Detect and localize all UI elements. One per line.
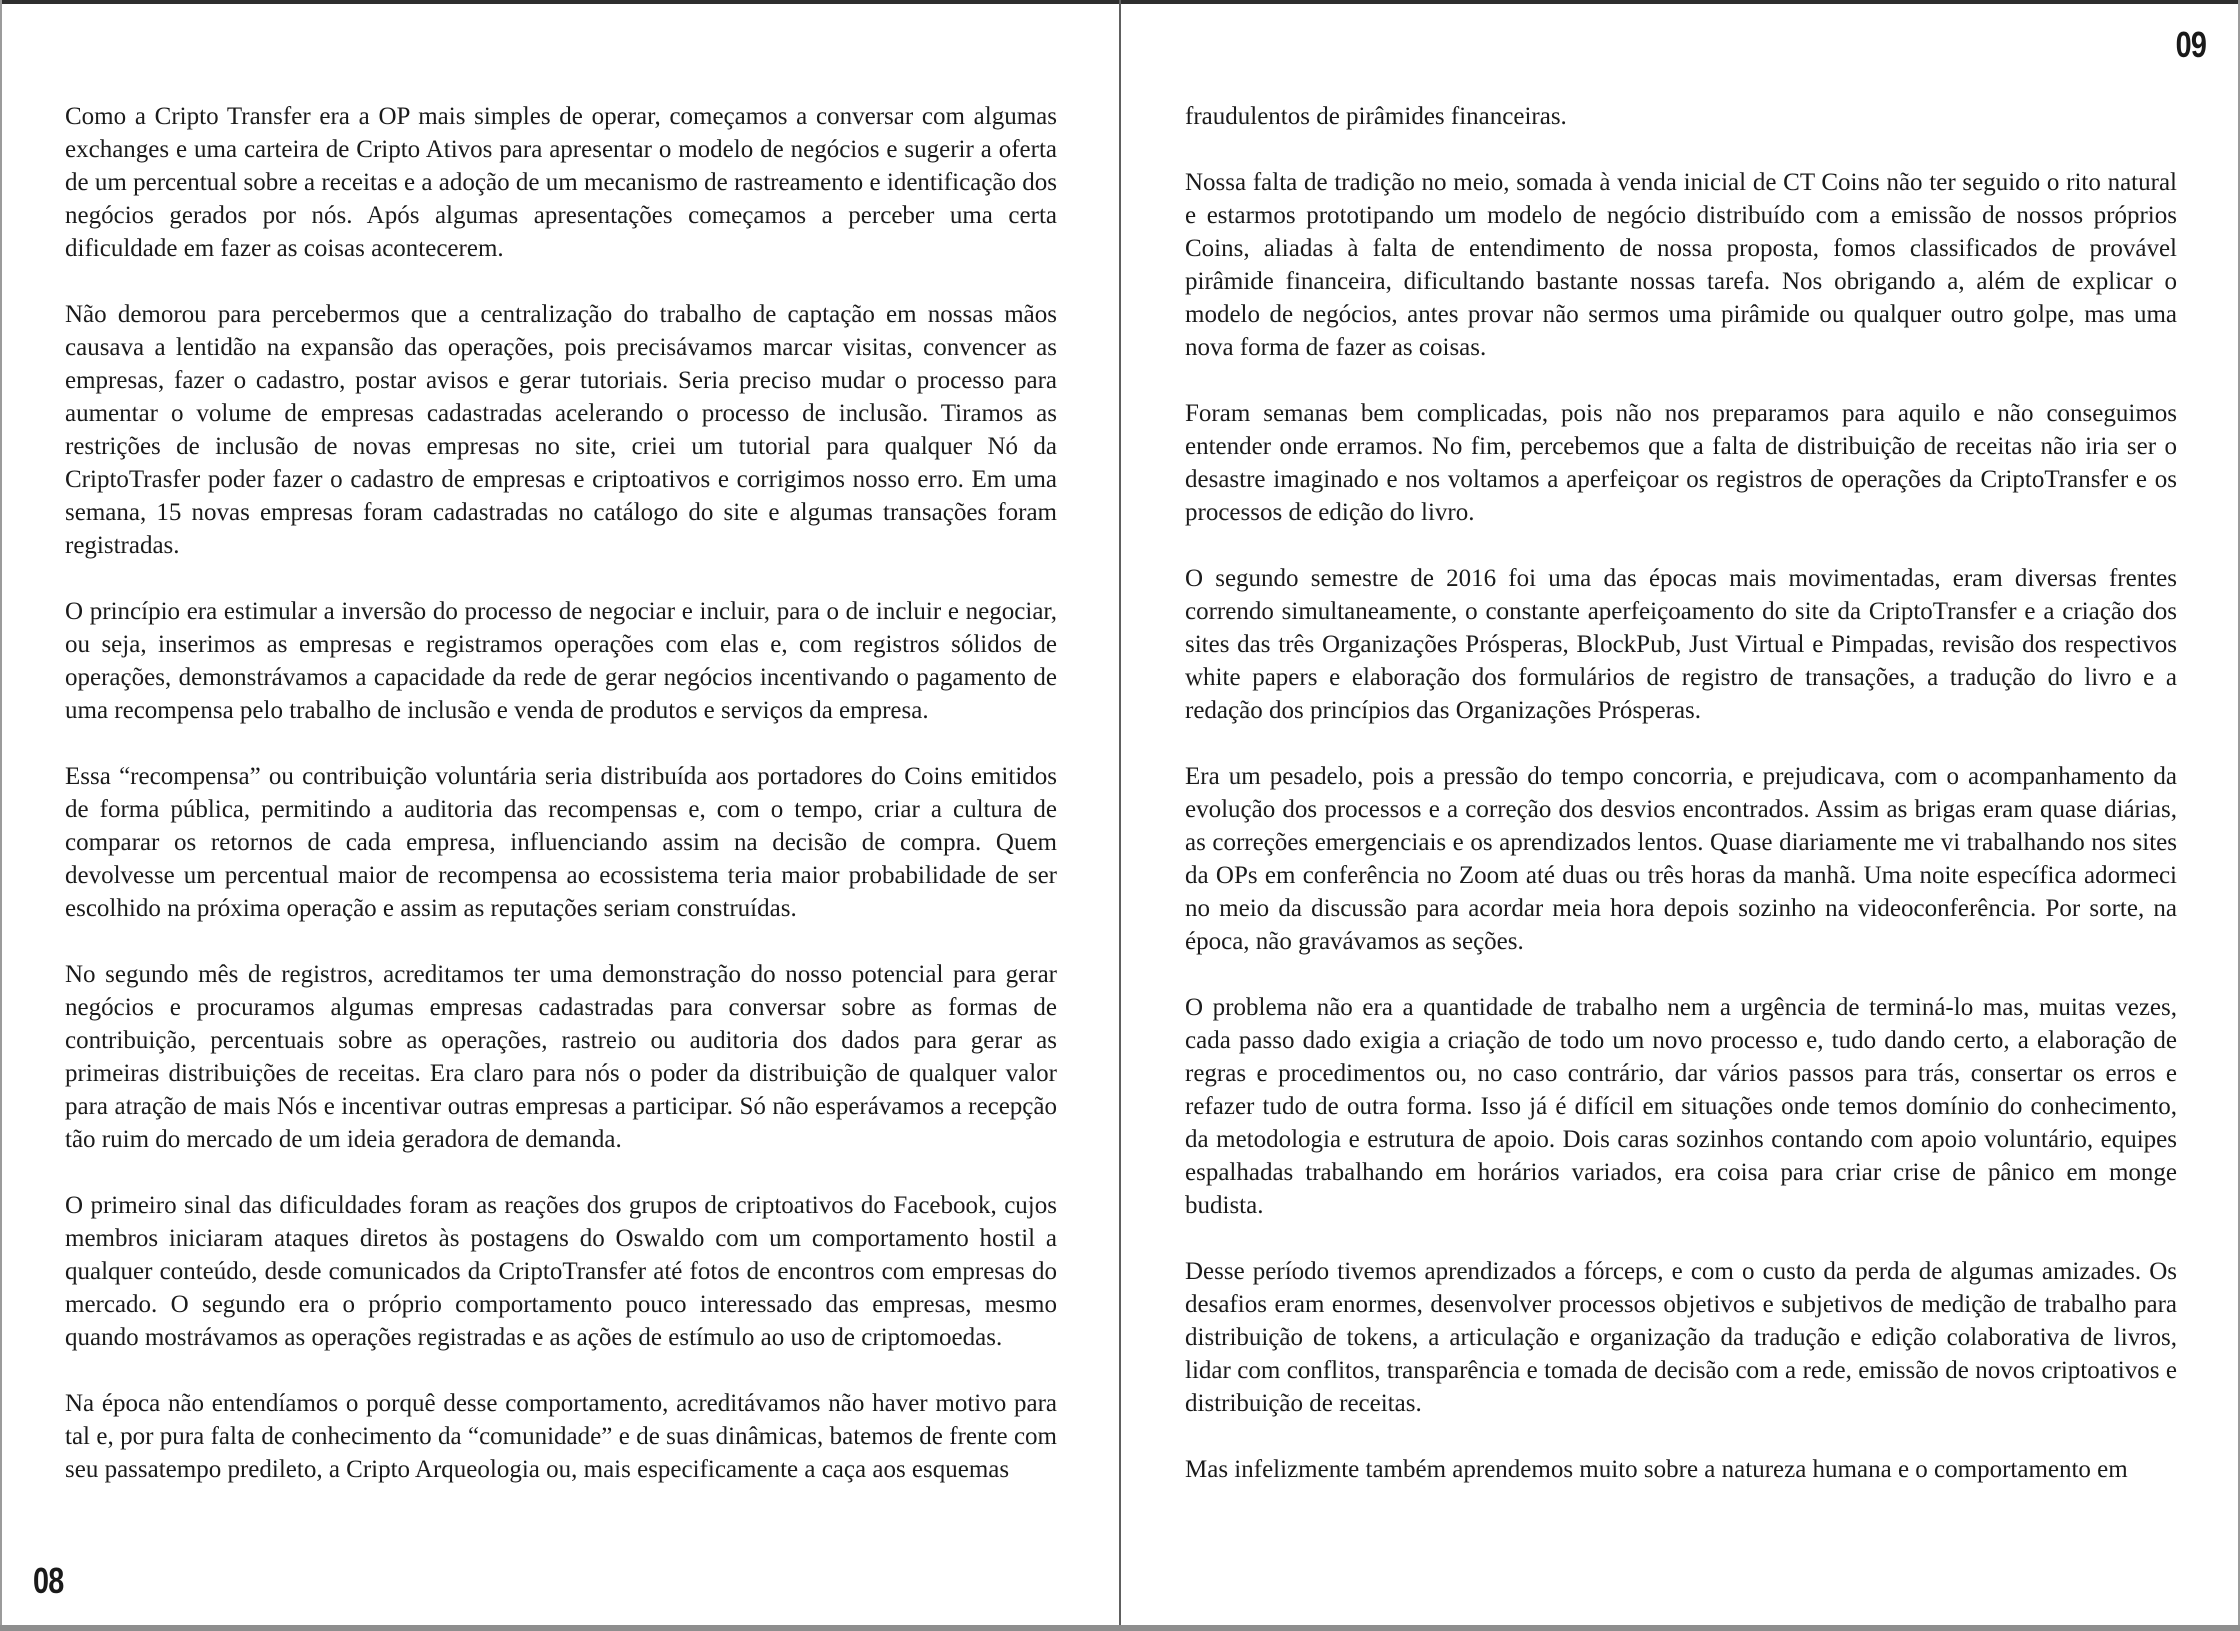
paragraph: O primeiro sinal das dificuldades foram as reações dos grupos de criptoativos do Facebook, cujos membros iniciaram ataques diretos às postagens do Oswaldo com um comportamento hostil a qualquer conteúdo, desde comunicados da CriptoTransfer até fotos de encontros com empresas do mercado. O segundo era o próprio comportamento pouco interessado das empresas, mesmo quando mostrávamos as operações registradas e as ações de estímulo ao uso de criptomoedas. xyxy=(65,1192,1057,1351)
paragraph: O segundo semestre de 2016 foi uma das épocas mais movimentadas, eram diversas frentes correndo simultaneamente, o constante aperfeiçoamento do site da CriptoTransfer e a criação dos sites das três Organizações Prósperas, BlockPub, Just Virtual e Pimpadas, revisão dos respectivos white papers e elaboração dos formulários de registro de transações, a tradução do livro e a redação dos princípios das Organizações Prósperas. xyxy=(1185,565,2177,724)
paragraph: O problema não era a quantidade de trabalho nem a urgência de terminá-lo mas, muitas vezes, cada passo dado exigia a criação de todo um novo processo e, tudo dando certo, a elaboração de regras e procedimentos ou, no caso contrário, dar vários passos para trás, consertar os erros e refazer tudo de outra forma. Isso já é difícil em situações onde temos domínio do conhecimento, da metodologia e estrutura de apoio. Dois caras sozinhos contando com apoio voluntário, equipes espalhadas trabalhando em horários variados, era coisa para criar crise de pânico em monge budista. xyxy=(1185,994,2177,1219)
paragraph: Era um pesadelo, pois a pressão do tempo concorria, e prejudicava, com o acompanhamento da evolução dos processos e a correção dos desvios encontrados. Assim as brigas eram quase diárias, as correções emergenciais e os aprendizados lentos. Quase diariamente me vi trabalhando nos sites da OPs em conferência no Zoom até duas ou três horas da manhã. Uma noite específica adormeci no meio da discussão para acordar meia hora depois sozinho na videoconferência. Por sorte, na época, não gravávamos as seções. xyxy=(1185,763,2177,955)
left-page-edge-line xyxy=(0,0,2,1631)
paragraph: Desse período tivemos aprendizados a fórceps, e com o custo da perda de algumas amizades. Os desafios eram enormes, desenvolver processos objetivos e subjetivos de medição de trabalho para distribuição de tokens, a articulação e organização da tradução e edição colaborativa de livros, lidar com conflitos, transparência e tomada de decisão com a rede, emissão de novos criptoativos e distribuição de receitas. xyxy=(1185,1258,2177,1417)
page-number-left: 08 xyxy=(33,1560,64,1601)
paragraph: Na época não entendíamos o porquê desse comportamento, acreditávamos não haver motivo para tal e, por pura falta de conhecimento da “comunidade” e de suas dinâmicas, batemos de frente com seu passatempo predileto, a Cripto Arqueologia ou, mais especificamente a caça aos esquemas xyxy=(65,1390,1057,1483)
paragraph: fraudulentos de pirâmides financeiras. xyxy=(1185,103,1567,130)
page-gutter-divider xyxy=(1119,0,1121,1631)
paragraph: Não demorou para percebermos que a centralização do trabalho de captação em nossas mãos causava a lentidão na expansão das operações, pois precisávamos marcar visitas, convencer as empresas, fazer o cadastro, postar avisos e gerar tutoriais. Seria preciso mudar o processo para aumentar o volume de empresas cadastradas acelerando o processo de inclusão. Tiramos as restrições de inclusão de novas empresas no site, criei um tutorial para qualquer Nó da CriptoTrasfer poder fazer o cadastro de empresas e criptoativos e corrigimos nosso erro. Em uma semana, 15 novas empresas foram cadastradas no catálogo do site e algumas transações foram registradas. xyxy=(65,301,1057,559)
paragraph: Como a Cripto Transfer era a OP mais simples de operar, começamos a conversar com algumas exchanges e uma carteira de Cripto Ativos para apresentar o modelo de negócios e sugerir a oferta de um percentual sobre a receitas e a adoção de um mecanismo de rastreamento e identificação dos negócios gerados por nós. Após algumas apresentações começamos a perceber uma certa dificuldade em fazer as coisas acontecerem. xyxy=(65,103,1057,262)
left-page-text-column xyxy=(65,100,1057,1545)
paragraph: Essa “recompensa” ou contribuição voluntária seria distribuída aos portadores do Coins emitidos de forma pública, permitindo a auditoria das recompensas e, com o tempo, criar a cultura de comparar os retornos de cada empresa, influenciando assim na decisão de compra. Quem devolvesse um percentual maior de recompensa ao ecossistema teria maior probabilidade de ser escolhido na próxima operação e assim as reputações seriam construídas. xyxy=(65,763,1057,922)
paragraph: Foram semanas bem complicadas, pois não nos preparamos para aquilo e não conseguimos entender onde erramos. No fim, percebemos que a falta de distribuição de receitas não iria ser o desastre imaginado e nos voltamos a aperfeiçoar os registros de operações da CriptoTransfer e os processos de edição do livro. xyxy=(1185,400,2177,526)
page-number-right: 09 xyxy=(2175,24,2206,65)
paragraph: O princípio era estimular a inversão do processo de negociar e incluir, para o de incluir e negociar, ou seja, inserimos as empresas e registramos operações com elas e, com registros sólidos de operações, demonstrávamos a capacidade da rede de gerar negócios incentivando o pagamento de uma recompensa pelo trabalho de inclusão e venda de produtos e serviços da empresa. xyxy=(65,598,1057,724)
bottom-edge-bar xyxy=(0,1625,2240,1631)
paragraph: Nossa falta de tradição no meio, somada à venda inicial de CT Coins não ter seguido o rito natural e estarmos prototipando um modelo de negócio distribuído com a emissão de nossos próprios Coins, aliadas à falta de entendimento de nossa proposta, fomos classificados de provável pirâmide financeira, dificultando bastante nossas tarefa. Nos obrigando a, além de explicar o modelo de negócios, antes provar não sermos uma pirâmide ou qualquer outro golpe, mas uma nova forma de fazer as coisas. xyxy=(1185,169,2177,361)
right-page-text-column xyxy=(1185,100,2177,1545)
paragraph: Mas infelizmente também aprendemos muito sobre a natureza humana e o comportamento em xyxy=(1185,1456,2128,1483)
paragraph: No segundo mês de registros, acreditamos ter uma demonstração do nosso potencial para gerar negócios e procuramos algumas empresas cadastradas para conversar sobre as formas de contribuição, percentuais sobre as operações, rastreio ou auditoria dos dados para gerar as primeiras distribuições de receitas. Era claro para nós o poder da distribuição de qualquer valor para atração de mais Nós e incentivar outras empresas a participar. Só não esperávamos a recepção tão ruim do mercado de um ideia geradora de demanda. xyxy=(65,961,1057,1153)
